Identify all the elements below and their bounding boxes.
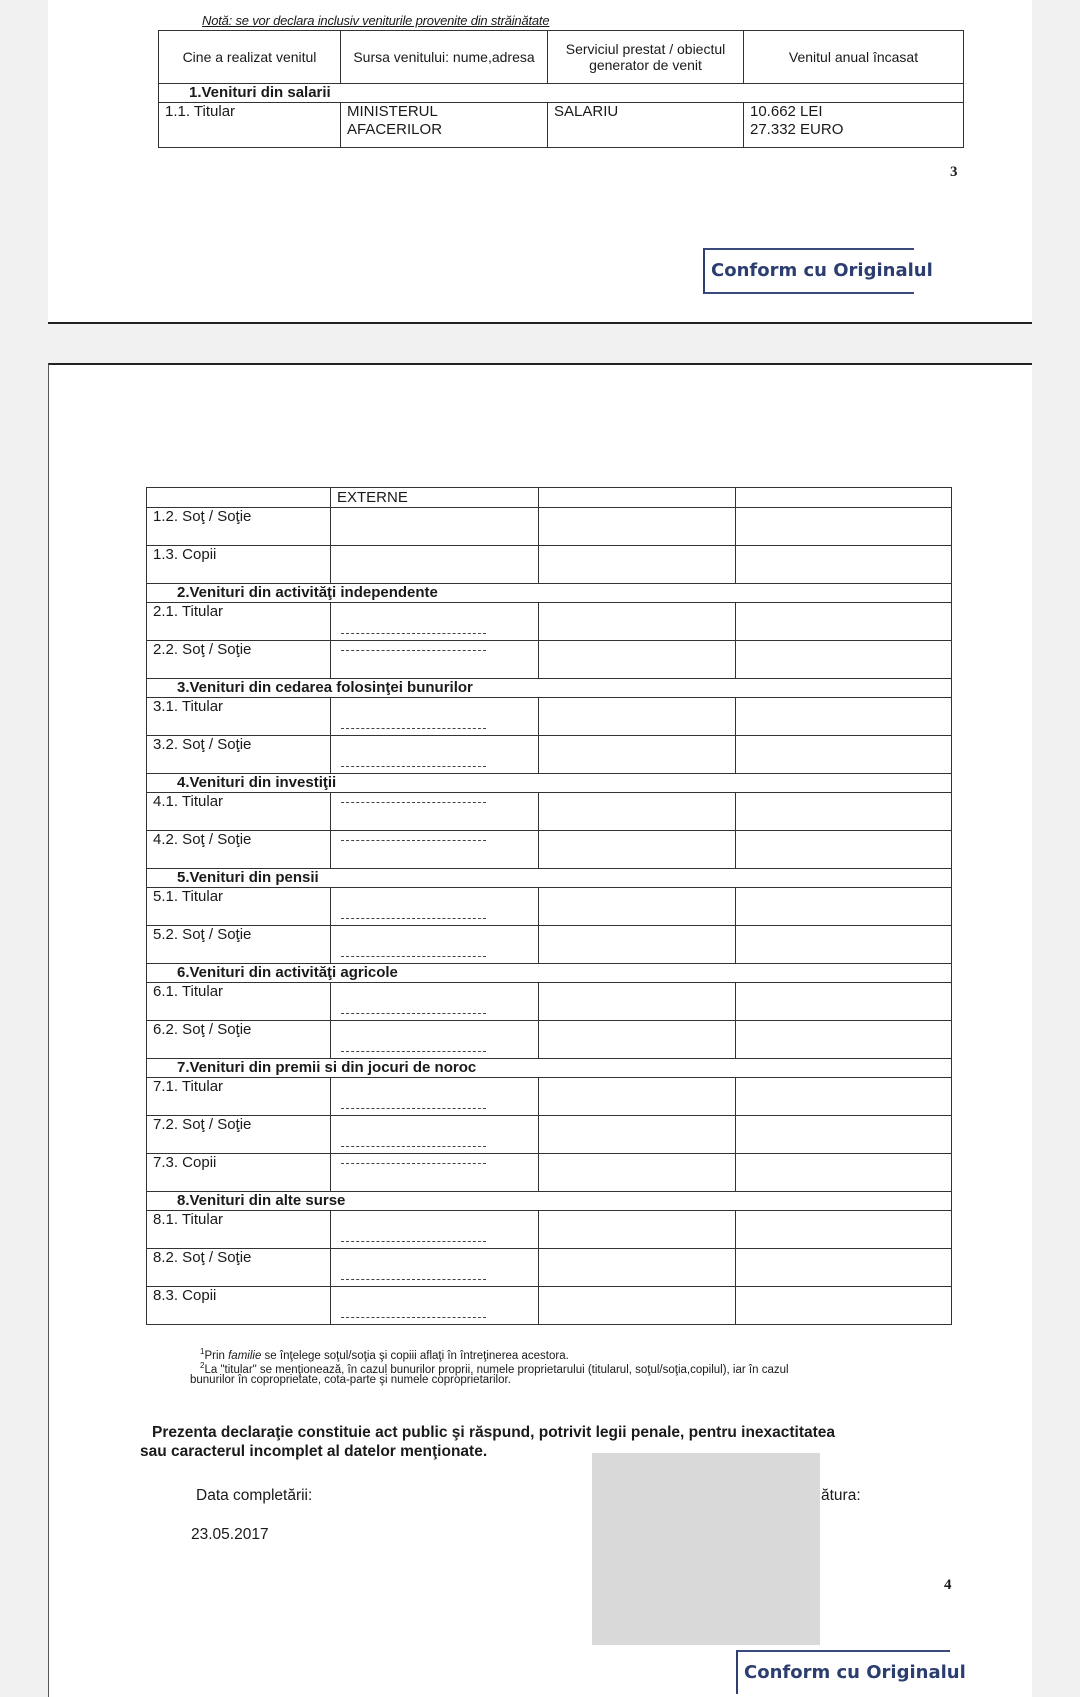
- empty-line-placeholder: [341, 840, 486, 841]
- cell-service: [539, 831, 736, 869]
- cell-who: 4.1. Titular: [147, 793, 331, 831]
- cell-source: [331, 698, 539, 736]
- section-heading: 6.Venituri din activităţi agricole: [147, 964, 952, 983]
- cell-service: [539, 1211, 736, 1249]
- empty-line-placeholder: [341, 1317, 486, 1318]
- income-line-2: 27.332 EURO: [750, 121, 844, 138]
- page-number-3: 3: [950, 164, 958, 180]
- cell-income: [736, 1249, 952, 1287]
- section-salary: 1.Venituri din salarii: [159, 84, 964, 103]
- empty-line-placeholder: [341, 1013, 486, 1014]
- cell-who: 8.2. Soţ / Soţie: [147, 1249, 331, 1287]
- cell-source: [331, 508, 539, 546]
- section-heading: 2.Venituri din activităţi independente: [147, 584, 952, 603]
- cell-service: SALARIU: [548, 103, 744, 148]
- cell-who: 1.2. Soţ / Soţie: [147, 508, 331, 546]
- cell-service: [539, 926, 736, 964]
- cell-service: [539, 1249, 736, 1287]
- empty-line-placeholder: [341, 1146, 486, 1147]
- cell-income: [736, 983, 952, 1021]
- cell-income: [736, 1021, 952, 1059]
- declaration-line-1: Prezenta declaraţie constituie act public şi răspund, potrivit legii penale, pentru inexactitatea: [152, 1424, 836, 1441]
- income-line-1: 10.662 LEI: [750, 103, 823, 120]
- table-row: [147, 1078, 952, 1116]
- cell-income: [736, 888, 952, 926]
- cell-source: [331, 1154, 539, 1192]
- cell-source: [341, 103, 548, 148]
- empty-line-placeholder: [341, 650, 486, 651]
- cell-who: 4.2. Soţ / Soţie: [147, 831, 331, 869]
- date-label: Data completării:: [196, 1487, 313, 1504]
- table-row: [147, 1287, 952, 1325]
- cell-source: [331, 1287, 539, 1325]
- footnote-2-line-1: La "titular" se menţionează, în cazul bunurilor proprii, numele proprietarului (titularul, soţul/soţia,copilul), iar în cazul: [204, 1363, 789, 1376]
- cell-source: [331, 736, 539, 774]
- cell-income: [736, 603, 952, 641]
- footnote-2-continued: bunurilor în coproprietate, cota-parte şi numele coproprietarilor.: [190, 1374, 511, 1386]
- declaration-line-2: sau caracterul incomplet al datelor menţionate.: [140, 1443, 488, 1460]
- footnote-1-italic: familie: [228, 1349, 262, 1362]
- section-heading: 5.Venituri din pensii: [147, 869, 952, 888]
- cell-who: 5.1. Titular: [147, 888, 331, 926]
- stamp-text-2: Conform cu Originalul: [744, 1662, 966, 1683]
- cell-income: [736, 926, 952, 964]
- cell-income: [736, 793, 952, 831]
- source-line-1: MINISTERUL: [347, 103, 438, 120]
- cell-who: 2.2. Soţ / Soţie: [147, 641, 331, 679]
- column-header-source: Sursa venitului: nume,adresa: [341, 31, 548, 84]
- cell-income: [736, 736, 952, 774]
- cell-service: [539, 1154, 736, 1192]
- cell-service: [539, 1116, 736, 1154]
- cell-source: [331, 793, 539, 831]
- stamp-text: Conform cu Originalul: [711, 260, 933, 281]
- cell-income: [736, 1211, 952, 1249]
- cell-source: [331, 1211, 539, 1249]
- cell-source: [331, 1249, 539, 1287]
- cell-source: [331, 1021, 539, 1059]
- table-row: [147, 888, 952, 926]
- empty-line-placeholder: [341, 1241, 486, 1242]
- certified-copy-stamp: [703, 248, 933, 294]
- table-row: [147, 736, 952, 774]
- empty-line-placeholder: [341, 766, 486, 767]
- empty-line-placeholder: [341, 728, 486, 729]
- cell-service: [539, 698, 736, 736]
- empty-line-placeholder: [341, 918, 486, 919]
- page-number-4: 4: [944, 1577, 952, 1593]
- cell-income: [736, 1287, 952, 1325]
- empty-line-placeholder: [341, 633, 486, 634]
- table-row: [147, 603, 952, 641]
- cell-income: [736, 508, 952, 546]
- table-row: [147, 793, 952, 831]
- cell-source: [331, 546, 539, 584]
- cell-income: [736, 546, 952, 584]
- table-row: [159, 103, 964, 148]
- section-row: [147, 1059, 952, 1078]
- cell-service: [539, 1021, 736, 1059]
- section-row: [147, 679, 952, 698]
- cell-who: 2.1. Titular: [147, 603, 331, 641]
- table-row: [147, 831, 952, 869]
- cell-service: [539, 983, 736, 1021]
- cell-who: 7.3. Copii: [147, 1154, 331, 1192]
- table-row: [147, 1116, 952, 1154]
- continuation-label: EXTERNE: [331, 488, 539, 508]
- section-row: [147, 1192, 952, 1211]
- cell-service: [539, 736, 736, 774]
- cell-income: [736, 1116, 952, 1154]
- empty-line-placeholder: [341, 1163, 486, 1164]
- table-row: [147, 698, 952, 736]
- cell-service: [539, 641, 736, 679]
- cell-who: 6.1. Titular: [147, 983, 331, 1021]
- cell-source: [331, 1116, 539, 1154]
- cell-empty: [539, 488, 736, 508]
- cell-service: [539, 546, 736, 584]
- cell-source: [331, 888, 539, 926]
- section-row: [147, 964, 952, 983]
- empty-line-placeholder: [341, 1051, 486, 1052]
- declaration-text: [140, 1423, 960, 1461]
- table-row: [147, 1021, 952, 1059]
- cell-who: 1.1. Titular: [159, 103, 341, 148]
- column-header-service: Serviciul prestat / obiectul generator de venit: [548, 31, 744, 84]
- cell-who: 5.2. Soţ / Soţie: [147, 926, 331, 964]
- table-row: [147, 1211, 952, 1249]
- empty-line-placeholder: [341, 802, 486, 803]
- cell-empty: [736, 488, 952, 508]
- footnote-2-mark: 2: [200, 1361, 205, 1370]
- section-heading: 7.Venituri din premii si din jocuri de noroc: [147, 1059, 952, 1078]
- cell-service: [539, 603, 736, 641]
- cell-service: [539, 1287, 736, 1325]
- cell-who: 7.2. Soţ / Soţie: [147, 1116, 331, 1154]
- table-row: [147, 983, 952, 1021]
- cell-who: 8.3. Copii: [147, 1287, 331, 1325]
- cell-who: 1.3. Copii: [147, 546, 331, 584]
- footnote-1-pre: Prin: [204, 1349, 229, 1362]
- cell-source: [331, 926, 539, 964]
- foreign-income-note: Notă: se vor declara inclusiv veniturile provenite din străinătate: [202, 13, 550, 28]
- column-header-who: Cine a realizat venitul: [159, 31, 341, 84]
- footnote-1-mark: 1: [200, 1347, 205, 1356]
- table-row: [147, 1249, 952, 1287]
- cell-who: 3.2. Soţ / Soţie: [147, 736, 331, 774]
- cell-who: 8.1. Titular: [147, 1211, 331, 1249]
- date-value: 23.05.2017: [191, 1526, 269, 1543]
- section-row: [147, 774, 952, 793]
- cell-income: [736, 831, 952, 869]
- table-row: [147, 546, 952, 584]
- section-heading: 3.Venituri din cedarea folosinţei bunurilor: [147, 679, 952, 698]
- table-row: [147, 926, 952, 964]
- cell-income: [736, 1078, 952, 1116]
- cell-source: [331, 641, 539, 679]
- income-table: [146, 487, 952, 1325]
- footnote-1-post: se înţelege soţul/soţia şi copiii aflaţi în întreţinerea acestora.: [261, 1349, 569, 1362]
- cell-who: 6.2. Soţ / Soţie: [147, 1021, 331, 1059]
- cell-source: [331, 831, 539, 869]
- cell-service: [539, 1078, 736, 1116]
- source-line-2: AFACERILOR: [347, 121, 443, 138]
- signature-label: ătura:: [821, 1487, 861, 1504]
- empty-line-placeholder: [341, 1108, 486, 1109]
- redacted-signature-area: [592, 1453, 820, 1645]
- section-row: [147, 869, 952, 888]
- table-row: [147, 508, 952, 546]
- cell-who: 3.1. Titular: [147, 698, 331, 736]
- cell-service: [539, 793, 736, 831]
- section-heading: 4.Venituri din investiţii: [147, 774, 952, 793]
- table-row: [147, 641, 952, 679]
- certified-copy-stamp-2: [736, 1650, 966, 1694]
- cell-service: [539, 888, 736, 926]
- cell-income: [736, 698, 952, 736]
- cell-who: 7.1. Titular: [147, 1078, 331, 1116]
- cell-empty: [147, 488, 331, 508]
- column-header-income: Venitul anual încasat: [744, 31, 964, 84]
- section-heading: 8.Venituri din alte surse: [147, 1192, 952, 1211]
- cell-service: [539, 508, 736, 546]
- cell-income: [736, 1154, 952, 1192]
- section-row: [147, 584, 952, 603]
- cell-source: [331, 603, 539, 641]
- empty-line-placeholder: [341, 956, 486, 957]
- cell-source: [331, 1078, 539, 1116]
- cell-source: [331, 983, 539, 1021]
- empty-line-placeholder: [341, 1279, 486, 1280]
- table-row: [147, 1154, 952, 1192]
- income-table-header: [158, 30, 964, 148]
- cell-income: [744, 103, 964, 148]
- cell-income: [736, 641, 952, 679]
